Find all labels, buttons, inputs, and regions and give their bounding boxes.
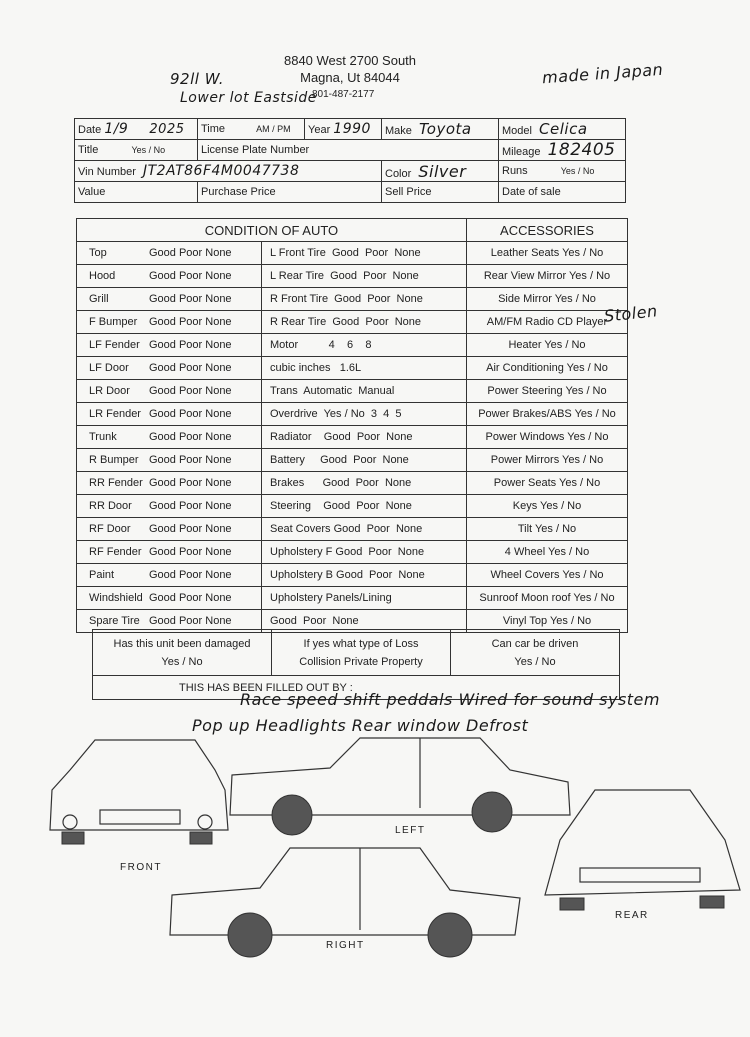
condition-mid-item: R Rear Tire Good Poor None bbox=[270, 316, 422, 328]
make-label: Make bbox=[385, 125, 412, 137]
condition-left-cell bbox=[77, 357, 262, 380]
address-line-1: 8840 West 2700 South bbox=[283, 53, 417, 68]
condition-item-label: Windshield bbox=[89, 592, 143, 604]
accessory-item: Air Conditioning Yes / No bbox=[486, 362, 608, 374]
condition-mid-cell bbox=[262, 472, 467, 495]
accessory-cell bbox=[467, 564, 628, 587]
date-of-sale-label: Date of sale bbox=[502, 186, 561, 198]
condition-mid-cell bbox=[262, 495, 467, 518]
handwritten-options-line-1: Race speed shift peddals Wired for sound system bbox=[240, 690, 660, 709]
condition-item-options: Good Poor None bbox=[149, 316, 232, 328]
accessory-cell bbox=[467, 380, 628, 403]
condition-left-cell bbox=[77, 242, 262, 265]
accessory-cell bbox=[467, 403, 628, 426]
condition-mid-item: Trans Automatic Manual bbox=[270, 385, 395, 397]
date-value: 1/9 bbox=[104, 121, 129, 137]
damaged-options: Yes / No bbox=[161, 655, 203, 668]
handwritten-note-stolen: Stolen bbox=[603, 301, 659, 326]
condition-item-label: Spare Tire bbox=[89, 615, 140, 627]
condition-left-cell bbox=[77, 288, 262, 311]
accessory-item: Power Mirrors Yes / No bbox=[490, 454, 604, 466]
condition-mid-item: L Front Tire Good Poor None bbox=[270, 247, 421, 259]
accessory-item: Power Windows Yes / No bbox=[485, 431, 609, 443]
condition-mid-item: Overdrive Yes / No 3 4 5 bbox=[270, 408, 402, 420]
condition-row bbox=[77, 495, 628, 518]
accessory-item: Keys Yes / No bbox=[512, 500, 582, 512]
condition-row bbox=[77, 541, 628, 564]
condition-mid-cell bbox=[262, 426, 467, 449]
accessory-cell bbox=[467, 426, 628, 449]
color-label: Color bbox=[385, 167, 412, 180]
condition-item-options: Good Poor None bbox=[149, 477, 232, 489]
condition-row bbox=[77, 403, 628, 426]
condition-mid-cell bbox=[262, 449, 467, 472]
condition-item-label: RR Fender bbox=[89, 477, 143, 489]
purchase-price-label: Purchase Price bbox=[201, 186, 276, 198]
accessory-item: Leather Seats Yes / No bbox=[490, 247, 604, 259]
accessory-cell bbox=[467, 495, 628, 518]
condition-row bbox=[77, 334, 628, 357]
handwritten-note-address: 92ll W. bbox=[170, 70, 225, 88]
condition-item-options: Good Poor None bbox=[149, 408, 232, 420]
condition-mid-item: Steering Good Poor None bbox=[270, 500, 412, 512]
dealer-phone: 801-487-2177 bbox=[312, 89, 375, 100]
diagram-label-rear: REAR bbox=[615, 910, 649, 921]
handwritten-note-origin: made in Japan bbox=[541, 59, 664, 88]
condition-left-cell bbox=[77, 587, 262, 610]
mileage-label: Mileage bbox=[502, 146, 541, 158]
condition-row bbox=[77, 449, 628, 472]
license-plate-label: License Plate Number bbox=[201, 144, 310, 156]
accessory-item: Side Mirror Yes / No bbox=[498, 293, 596, 305]
loss-type-question: If yes what type of Loss bbox=[303, 637, 419, 650]
accessory-item: Power Seats Yes / No bbox=[493, 477, 601, 489]
condition-item-label: LF Door bbox=[89, 362, 129, 374]
condition-item-label: R Bumper bbox=[89, 454, 139, 466]
address-line-2: Magna, Ut 84044 bbox=[300, 70, 400, 85]
condition-left-cell bbox=[77, 495, 262, 518]
condition-left-cell bbox=[77, 541, 262, 564]
condition-item-label: RF Fender bbox=[89, 546, 142, 558]
diagram-label-right: RIGHT bbox=[326, 940, 365, 951]
accessory-cell bbox=[467, 587, 628, 610]
condition-mid-cell bbox=[262, 311, 467, 334]
condition-item-label: LR Door bbox=[89, 385, 130, 397]
title-label: Title bbox=[78, 144, 99, 156]
condition-row bbox=[77, 242, 628, 265]
condition-mid-cell bbox=[262, 265, 467, 288]
condition-item-options: Good Poor None bbox=[149, 339, 232, 351]
condition-mid-cell bbox=[262, 357, 467, 380]
model-value: Celica bbox=[539, 120, 588, 138]
date-label: Date bbox=[78, 124, 102, 136]
condition-row bbox=[77, 311, 628, 334]
accessory-item: Heater Yes / No bbox=[508, 339, 586, 351]
condition-item-label: Hood bbox=[89, 270, 116, 282]
filled-out-by-label: THIS HAS BEEN FILLED OUT BY : bbox=[93, 676, 620, 700]
loss-type-options: Collision Private Property bbox=[299, 655, 423, 668]
accessory-item: Vinyl Top Yes / No bbox=[502, 615, 592, 627]
condition-row bbox=[77, 380, 628, 403]
accessory-item: 4 Wheel Yes / No bbox=[504, 546, 590, 558]
condition-row bbox=[77, 472, 628, 495]
date-year-value: 2025 bbox=[149, 122, 185, 137]
condition-item-label: LR Fender bbox=[89, 408, 141, 420]
condition-mid-item: Battery Good Poor None bbox=[270, 454, 409, 466]
accessory-cell bbox=[467, 334, 628, 357]
vin-value: JT2AT86F4M0047738 bbox=[142, 163, 300, 179]
sell-price-label: Sell Price bbox=[385, 186, 432, 198]
condition-row bbox=[77, 265, 628, 288]
condition-mid-cell bbox=[262, 564, 467, 587]
time-label: Time bbox=[201, 123, 226, 135]
condition-item-options: Good Poor None bbox=[149, 362, 232, 374]
condition-item-label: LF Fender bbox=[89, 339, 140, 351]
handwritten-note-lot: Lower lot Eastside bbox=[180, 90, 317, 106]
condition-mid-cell bbox=[262, 541, 467, 564]
diagram-label-front: FRONT bbox=[120, 862, 162, 873]
condition-mid-item: Seat Covers Good Poor None bbox=[270, 523, 423, 535]
runs-label: Runs bbox=[502, 165, 528, 177]
condition-left-cell bbox=[77, 403, 262, 426]
runs-yes-no: Yes / No bbox=[560, 166, 595, 176]
condition-item-label: Paint bbox=[89, 569, 115, 581]
condition-mid-cell bbox=[262, 587, 467, 610]
condition-row bbox=[77, 518, 628, 541]
accessory-cell bbox=[467, 541, 628, 564]
ampm-label: AM / PM bbox=[256, 124, 291, 134]
condition-item-options: Good Poor None bbox=[149, 293, 232, 305]
color-value: Silver bbox=[418, 161, 467, 181]
drivable-options: Yes / No bbox=[514, 655, 556, 668]
car-front-view bbox=[50, 740, 228, 844]
condition-left-cell bbox=[77, 518, 262, 541]
accessory-item: Power Steering Yes / No bbox=[487, 385, 607, 397]
condition-mid-cell bbox=[262, 518, 467, 541]
condition-mid-item: Upholstery B Good Poor None bbox=[270, 569, 425, 581]
damaged-question: Has this unit been damaged bbox=[113, 637, 251, 650]
condition-item-options: Good Poor None bbox=[149, 500, 232, 512]
accessories-title: ACCESSORIES bbox=[467, 219, 628, 242]
accessory-item: Power Brakes/ABS Yes / No bbox=[478, 408, 616, 420]
condition-item-options: Good Poor None bbox=[149, 546, 232, 558]
condition-item-options: Good Poor None bbox=[149, 592, 232, 604]
condition-item-options: Good Poor None bbox=[149, 431, 232, 443]
condition-title: CONDITION OF AUTO bbox=[77, 219, 467, 242]
condition-left-cell bbox=[77, 564, 262, 587]
accessory-item: AM/FM Radio CD Player bbox=[486, 316, 608, 328]
condition-row bbox=[77, 587, 628, 610]
condition-item-label: RR Door bbox=[89, 500, 132, 512]
model-label: Model bbox=[502, 125, 532, 137]
condition-row bbox=[77, 357, 628, 380]
condition-mid-cell bbox=[262, 380, 467, 403]
condition-item-label: Grill bbox=[89, 293, 109, 305]
condition-item-options: Good Poor None bbox=[149, 385, 232, 397]
title-yes-no: Yes / No bbox=[131, 145, 166, 155]
value-label: Value bbox=[78, 186, 106, 198]
accessory-cell bbox=[467, 449, 628, 472]
accessory-cell bbox=[467, 265, 628, 288]
condition-item-options: Good Poor None bbox=[149, 247, 232, 259]
condition-row bbox=[77, 288, 628, 311]
condition-mid-item: L Rear Tire Good Poor None bbox=[270, 270, 419, 282]
car-rear-view bbox=[545, 790, 740, 910]
accessory-item: Sunroof Moon roof Yes / No bbox=[479, 592, 615, 604]
diagram-label-left: LEFT bbox=[395, 825, 426, 836]
condition-mid-item: Good Poor None bbox=[270, 615, 359, 627]
make-value: Toyota bbox=[418, 120, 472, 138]
condition-mid-cell bbox=[262, 334, 467, 357]
condition-left-cell bbox=[77, 311, 262, 334]
condition-item-label: Top bbox=[89, 247, 107, 259]
condition-item-options: Good Poor None bbox=[149, 270, 232, 282]
condition-left-cell bbox=[77, 380, 262, 403]
condition-item-options: Good Poor None bbox=[149, 569, 232, 581]
accessory-item: Wheel Covers Yes / No bbox=[490, 569, 604, 581]
condition-left-cell bbox=[77, 449, 262, 472]
accessory-item: Rear View Mirror Yes / No bbox=[483, 270, 611, 282]
condition-item-label: F Bumper bbox=[89, 316, 138, 328]
condition-item-label: Trunk bbox=[89, 431, 117, 443]
condition-mid-item: Upholstery F Good Poor None bbox=[270, 546, 425, 558]
vehicle-info-table bbox=[74, 118, 626, 203]
dealer-address bbox=[250, 52, 450, 86]
accessory-cell bbox=[467, 472, 628, 495]
condition-mid-item: Radiator Good Poor None bbox=[270, 431, 413, 443]
accessory-cell bbox=[467, 357, 628, 380]
condition-mid-item: R Front Tire Good Poor None bbox=[270, 293, 423, 305]
condition-item-options: Good Poor None bbox=[149, 615, 232, 627]
condition-left-cell bbox=[77, 265, 262, 288]
car-left-view bbox=[230, 738, 570, 835]
car-damage-diagram bbox=[0, 730, 750, 970]
mileage-value: 182405 bbox=[547, 140, 616, 160]
handwritten-options-line-2: Pop up Headlights Rear window Defrost bbox=[192, 716, 529, 735]
year-label: Year bbox=[308, 124, 331, 136]
accessory-cell bbox=[467, 518, 628, 541]
condition-item-options: Good Poor None bbox=[149, 523, 232, 535]
condition-mid-item: Motor 4 6 8 bbox=[270, 339, 372, 351]
accessory-cell bbox=[467, 242, 628, 265]
condition-left-cell bbox=[77, 472, 262, 495]
condition-row bbox=[77, 564, 628, 587]
condition-item-label: RF Door bbox=[89, 523, 131, 535]
condition-left-cell bbox=[77, 334, 262, 357]
condition-row bbox=[77, 426, 628, 449]
drivable-question: Can car be driven bbox=[491, 637, 579, 650]
condition-mid-cell bbox=[262, 242, 467, 265]
condition-mid-cell bbox=[262, 403, 467, 426]
condition-table bbox=[76, 218, 628, 633]
condition-mid-item: cubic inches 1.6L bbox=[270, 362, 362, 374]
condition-mid-item: Brakes Good Poor None bbox=[270, 477, 412, 489]
condition-left-cell bbox=[77, 426, 262, 449]
accessory-item: Tilt Yes / No bbox=[517, 523, 577, 535]
year-value: 1990 bbox=[333, 121, 371, 137]
condition-mid-cell bbox=[262, 288, 467, 311]
condition-item-options: Good Poor None bbox=[149, 454, 232, 466]
condition-mid-item: Upholstery Panels/Lining bbox=[270, 592, 392, 604]
vin-label: Vin Number bbox=[78, 166, 136, 178]
